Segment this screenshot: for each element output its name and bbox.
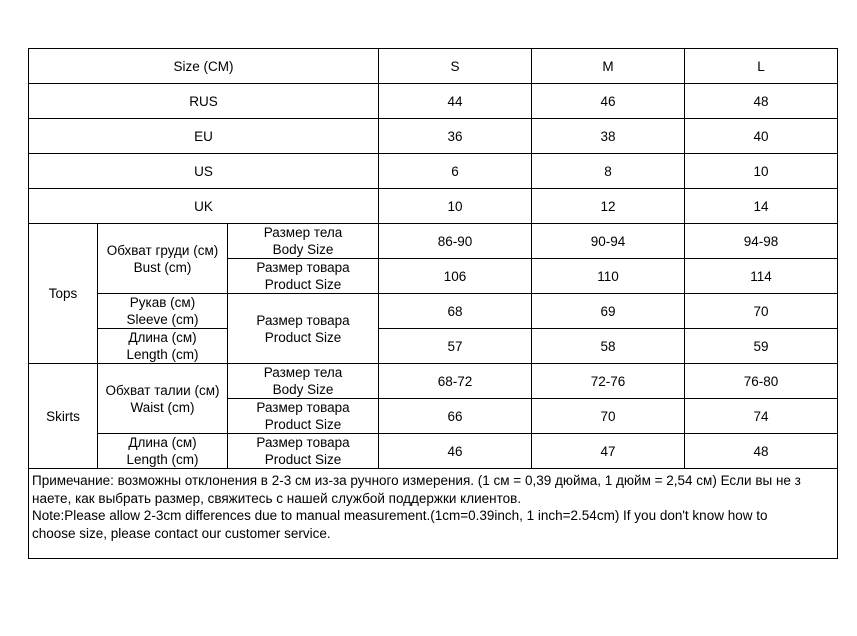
tops-label: Tops [29,224,98,364]
note-line: наете, как выбрать размер, свяжитесь с нашей службой поддержки клиентов. [32,490,522,506]
tops-length-row [29,329,838,364]
body-size-label [228,224,379,259]
product-size-en: Product Size [264,329,342,345]
product-size-en: Product Size [264,277,342,292]
bust-label-ru: Обхват груди (см) [106,242,219,258]
product-size-en: Product Size [264,417,342,432]
cell: 59 [685,329,838,364]
cell: 36 [379,119,532,154]
skirts-label: Skirts [29,364,98,469]
product-size-ru: Размер товара [256,435,350,450]
body-size-en: Body Size [272,242,334,257]
cell: 68-72 [379,364,532,399]
cell: 46 [532,84,685,119]
us-row [29,154,838,189]
sleeve-label [98,294,228,329]
size-table [28,48,838,469]
size-s-header: S [379,49,532,84]
body-size-en: Body Size [272,382,334,397]
waist-label-ru: Обхват талии (см) [105,382,220,398]
note-line: choose size, please contact our customer service. [32,525,331,541]
product-size-ru: Размер товара [256,400,350,415]
cell: 40 [685,119,838,154]
cell: 74 [685,399,838,434]
sleeve-label-en: Sleeve (cm) [126,312,199,327]
cell: 70 [532,399,685,434]
cell: 12 [532,189,685,224]
cell: 86-90 [379,224,532,259]
cell: 48 [685,434,838,469]
body-size-ru: Размер тела [263,225,343,240]
cell: 72-76 [532,364,685,399]
size-m-header: M [532,49,685,84]
body-size-ru: Размер тела [263,365,343,380]
note-line: Note:Please allow 2-3cm differences due to manual measurement.(1cm=0.39inch, 1 inch=2.54cm) If you don't know how to [32,508,768,523]
cell: 14 [685,189,838,224]
cell: 10 [685,154,838,189]
eu-row [29,119,838,154]
measurement-note [28,469,838,559]
cell: 110 [532,259,685,294]
row-label: UK [29,189,379,224]
cell: 57 [379,329,532,364]
tops-bust-body-row [29,224,838,259]
sleeve-label-ru: Рукав (см) [129,295,196,310]
body-size-label [228,364,379,399]
bust-label [98,224,228,294]
length-label-en: Length (cm) [126,347,199,362]
row-label: US [29,154,379,189]
cell: 47 [532,434,685,469]
cell: 10 [379,189,532,224]
length-label [98,329,228,364]
cell: 70 [685,294,838,329]
cell: 94-98 [685,224,838,259]
cell: 48 [685,84,838,119]
product-size-label [228,434,379,469]
skirts-length-row [29,434,838,469]
header-row [29,49,838,84]
cell: 69 [532,294,685,329]
waist-label-en: Waist (cm) [130,399,195,415]
cell: 76-80 [685,364,838,399]
product-size-label [228,294,379,364]
cell: 44 [379,84,532,119]
product-size-label [228,399,379,434]
cell: 8 [532,154,685,189]
cell: 6 [379,154,532,189]
cell: 66 [379,399,532,434]
bust-label-en: Bust (cm) [133,259,192,275]
header-label: Size (CM) [29,49,379,84]
cell: 114 [685,259,838,294]
uk-row [29,189,838,224]
size-l-header: L [685,49,838,84]
product-size-label [228,259,379,294]
product-size-ru: Размер товара [256,260,350,275]
product-size-en: Product Size [264,452,342,467]
note-line: Примечание: возможны отклонения в 2-3 см из-за ручного измерения. (1 см = 0,39 дюйма, 1 дюйм = 2,54 см) Если вы не з [32,473,801,488]
cell: 38 [532,119,685,154]
tops-sleeve-row [29,294,838,329]
length-label-ru: Длина (см) [128,330,197,345]
cell: 106 [379,259,532,294]
length-label [98,434,228,469]
cell: 68 [379,294,532,329]
product-size-ru: Размер товара [256,312,350,328]
row-label: EU [29,119,379,154]
skirts-waist-body-row [29,364,838,399]
cell: 58 [532,329,685,364]
cell: 46 [379,434,532,469]
row-label: RUS [29,84,379,119]
waist-label [98,364,228,434]
length-label-en: Length (cm) [126,452,199,467]
cell: 90-94 [532,224,685,259]
length-label-ru: Длина (см) [128,435,197,450]
rus-row [29,84,838,119]
size-chart [28,48,837,559]
